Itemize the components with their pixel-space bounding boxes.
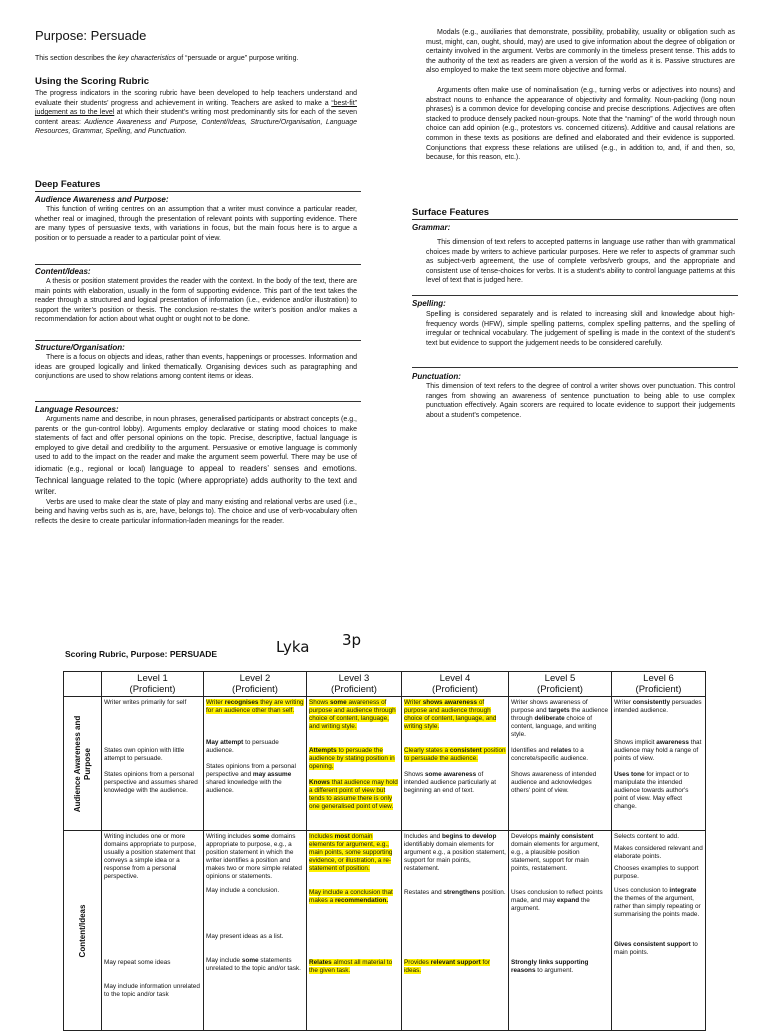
rubric-cell: Writer shows awareness of purpose and targets the audience through deliberate choice of content, language, and writing style. Identifies and relates to a concrete/specific audience. Shows awareness of intended audience and acknowledges others' point of view. bbox=[509, 697, 612, 831]
table-header-row bbox=[64, 672, 706, 697]
level-header: Level 3 (Proficient) bbox=[307, 672, 402, 697]
using-rubric-text: The progress indicators in the scoring rubric have been developed to help teachers understand and evaluate their students’ progress and achievement in writing. Teachers are asked to make a “best-fit” judgement as to the level at which their student’s writing most predominantly sits for each of the seven content areas: Audience Awareness and Purpose, Content/Ideas, Structure/Organisation, Language Resources, Grammar, Spelling, and Punctuation. bbox=[35, 90, 358, 136]
nominalisation-text: Arguments often make use of nominalisation (e.g., turning verbs or adjectives into nouns) and abstract nouns to enhance the appearance of objectivity and formality. Noun-packing (long noun phrases) is a common device for developing concise and precise descriptions. Adjectives are often stacked to produce densely packed noun-groups. Note that the “naming” of the world through noun choice can add opinion (e.g., protestors vs. concerned citizens). Additive and causal relations are common in these texts as positions are defined and elaborated and their evidence is supported. Conjunctions that express these relations are utilised (e.g., in addition to, and, if and then, so, because, for this reason, etc.). bbox=[426, 87, 735, 162]
row-label-cell bbox=[64, 831, 102, 1031]
level-header: Level 5 (Proficient) bbox=[509, 672, 612, 697]
divider bbox=[412, 219, 738, 220]
audience-heading: Audience Awareness and Purpose: bbox=[35, 195, 169, 204]
rubric-cell: Writing includes one or more domains appropriate to purpose, usually a position statement that conveys a simple idea or a response from a personal perspective. May repeat some ideas May include information unrelated to the topic and/or task bbox=[102, 831, 204, 1031]
modals-text: Modals (e.g., auxiliaries that demonstrate, possibility, probability, usuality or obligation such as must, might, can, ought, should, may) are used to give information about the degree of obligation or certainty involved in the argument. Verbs are commonly in the timeless present tense. This adds to the authority of the text as readers are given a version of the world as it is. Passive structures are also employed to make the text seem more objective and formal. bbox=[426, 29, 735, 75]
rubric-table bbox=[63, 671, 706, 1031]
divider bbox=[412, 295, 738, 296]
punctuation-heading: Punctuation: bbox=[412, 372, 461, 381]
page-title: Purpose: Persuade bbox=[35, 28, 147, 43]
using-rubric-heading: Using the Scoring Rubric bbox=[35, 76, 150, 87]
rubric-cell: Shows some awareness of purpose and audience through choice of content, language, and writing style. Attempts to persuade the audience by stating position in opening. Knows that audience may hold a different point of view but tends to assume there is only one generalised point of view. bbox=[307, 697, 402, 831]
content-ideas-text: A thesis or position statement provides the reader with the context. In the body of the text, there are main points with elaboration, usually in the form of supporting evidence. This part of the text takes the reader through a structured and logical presentation of information (i.e., evidence and/or illustration) to support the writer’s position or thesis. The conclusion re-states the writer’s position and/or makes a recommendation for action about what ought or ought not to be done. bbox=[35, 278, 357, 324]
divider bbox=[35, 401, 361, 402]
audience-text: This function of writing centres on an assumption that a writer must convince a particular reader, whether real or imagined, through the presentation of relevant points with supporting evidence. There are many types of persuasive texts, with variations in focus, but the main focus here is to argue a position or to persuade a reader to a particular point of view. bbox=[35, 206, 357, 242]
row-label: Content/Ideas bbox=[77, 904, 87, 957]
row-label: Audience Awareness and Purpose bbox=[72, 715, 92, 812]
structure-text: There is a focus on objects and ideas, rather than events, happenings or processes. Information and ideas are grouped logically and linked thematically. Organising devices such as paragraphing and conjunctions are used to show relations among content items or ideas. bbox=[35, 354, 357, 381]
intro-text: This section describes the key characteristics of “persuade or argue” purpose writing. bbox=[35, 55, 299, 62]
surface-features-heading: Surface Features bbox=[412, 207, 490, 218]
rubric-cell: Writing includes some domains appropriate to purpose, e.g., a position statement in which the writer identifies a position and makes two or more simple related opinions or statements. May include a conclusion. May present ideas as a list. May include some statements unrelated to the topic and/or task. bbox=[204, 831, 307, 1031]
rubric-title: Scoring Rubric, Purpose: PERSUADE bbox=[65, 649, 218, 659]
rubric-cell: Develops mainly consistent domain elements for argument, e.g., a plausible position statement, support for main points, restatement. Uses conclusion to reflect points made, and may expand the argument. Strongly links supporting reasons to argument. bbox=[509, 831, 612, 1031]
structure-heading: Structure/Organisation: bbox=[35, 343, 125, 352]
spelling-text: Spelling is considered separately and is related to increasing skill and knowledge about high-frequency words (HFW), simple spelling patterns, complex spelling patterns, and the spelling of irregular or technical vocabulary. The judgement of spelling is made in the context of the student’s text but evidence to support the judgement needs to be considered carefully. bbox=[426, 311, 735, 347]
grammar-heading: Grammar: bbox=[412, 223, 451, 232]
corner-cell bbox=[64, 672, 102, 697]
level-header: Level 2 (Proficient) bbox=[204, 672, 307, 697]
rubric-cell: Writer writes primarily for self States own opinion with little attempt to persuade. States opinions from a personal perspective and assumes shared knowledge with the audience. bbox=[102, 697, 204, 831]
rubric-cell: Includes and begins to develop identifiably domain elements for argument e.g., a position statement, support for main points, restatement. Restates and strengthens position. Provides relevant support for ideas. bbox=[402, 831, 509, 1031]
rubric-cell: Includes most domain elements for argument, e.g., main points, some supporting evidence, or illustration, a re-statement of position. May include a conclusion that makes a recommendation. Relates almost all material to the given task. bbox=[307, 831, 402, 1031]
row-label-cell bbox=[64, 697, 102, 831]
level-header: Level 4 (Proficient) bbox=[402, 672, 509, 697]
grammar-text: This dimension of text refers to accepted patterns in language use rather than with grammatical choices made by writers to achieve particular purposes. Here we refer to aspects of grammar such as subject-verb agreement, the use of complete verbs/verb groups, and the appropriate and consistent use of tense-choices for verbs. It is a student’s ability to control language patterns at this level of text that is judged here. bbox=[426, 239, 735, 285]
level-header: Level 1 (Proficient) bbox=[102, 672, 204, 697]
divider bbox=[35, 264, 361, 265]
punctuation-text: This dimension of text refers to the degree of control a writer shows over punctuation. This control ranges from showing an awareness of sentence punctuation to being able to use complex punctuation effectively. Again scorers are required to locate evidence to support their judgements about a student’s competence. bbox=[426, 383, 735, 419]
level-header: Level 6 (Proficient) bbox=[612, 672, 706, 697]
divider bbox=[35, 191, 361, 192]
divider bbox=[412, 367, 738, 368]
deep-features-heading: Deep Features bbox=[35, 179, 101, 190]
spelling-heading: Spelling: bbox=[412, 299, 446, 308]
handwritten-score: 3p bbox=[342, 631, 362, 649]
rubric-cell: Selects content to add. Makes considered relevant and elaborate points. Chooses examples to support purpose. Uses conclusion to integrate the themes of the argument, rather than simply repeating or summarising the points made. Gives consistent support to main points. bbox=[612, 831, 706, 1031]
language-text: Arguments name and describe, in noun phrases, generalised participants or abstract concepts (e.g., parents or the gun-control lobby). Arguments employ declarative or stating mood choices to make statements of fact and offer personal opinions on the topic. Precise, descriptive, factual language is employed to give detail and credibility to the argument. Persuasive or emotive language is commonly used to add to the impact on the reader and make the argument seem powerful. There may be use of idiomatic (e.g., regional or local) language to appeal to readers’ senses and emotions. Technical language related to the topic (where appropriate) adds authority to the text and writer. Verbs are used to make clear the state of play and many existing and relational verbs are used (i.e., being and having verbs such as is, are, have, belongs to). The choice and use of verb-vocabulary often reflects the desire to create particular information-laden meanings for the reader. bbox=[35, 416, 357, 525]
table-row bbox=[64, 831, 706, 1031]
table-row bbox=[64, 697, 706, 831]
content-ideas-heading: Content/Ideas: bbox=[35, 267, 91, 276]
rubric-cell: Writer consistently persuades intended audience. Shows implicit awareness that audience may hold a range of points of view. Uses tone for impact or to manipulate the intended audience towards author's point of view. May effect change. bbox=[612, 697, 706, 831]
language-heading: Language Resources: bbox=[35, 405, 119, 414]
divider bbox=[35, 340, 361, 341]
rubric-cell: Writer shows awareness of purpose and audience through choice of content, language, and writing style. Clearly states a consistent position to persuade the audience. Shows some awareness of intended audience particularly at beginning an end of text. bbox=[402, 697, 509, 831]
handwritten-name: Lyka bbox=[276, 638, 310, 656]
rubric-cell: Writer recognises they are writing for an audience other than self. May attempt to persuade audience. States opinions from a personal perspective and may assume shared knowledge with the audience. bbox=[204, 697, 307, 831]
